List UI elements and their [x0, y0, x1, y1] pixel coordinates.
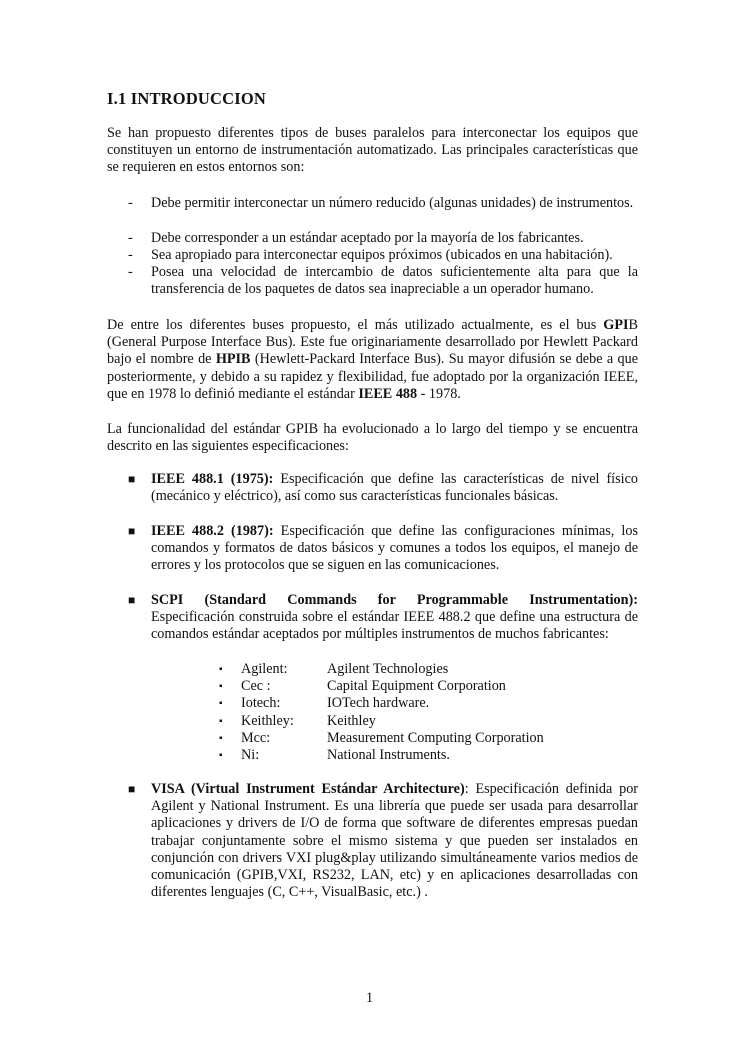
manufacturer-name: Measurement Computing Corporation: [327, 730, 544, 746]
requirement-text: Debe permitir interconectar un número reducido (algunas unidades) de instrumentos.: [151, 195, 634, 211]
manufacturer-abbr: Iotech:: [241, 695, 281, 711]
small-square-bullet: ▪: [219, 664, 223, 675]
square-bullet: ■: [128, 782, 136, 796]
gpib-text: - 1978.: [417, 385, 461, 402]
requirement-item: [128, 247, 638, 264]
spec-title: SCPI (Standard Commands for Programmable Instrumentation):: [151, 592, 638, 608]
small-square-bullet: ▪: [219, 716, 223, 727]
functionality-paragraph: La funcionalidad del estándar GPIB ha evolucionado a lo largo del tiempo y se encuentra descrito en las siguientes especificaciones:: [107, 421, 638, 455]
manufacturer-abbr: Ni:: [241, 747, 260, 763]
spec-text: [151, 471, 638, 505]
section-heading: I.1 INTRODUCCION: [107, 89, 267, 108]
requirement-item: [128, 230, 638, 247]
manufacturer-name: Agilent Technologies: [327, 661, 449, 677]
requirement-text: Sea apropiado para interconectar equipos próximos (ubicados en una habitación).: [151, 247, 613, 263]
manufacturer-name: National Instruments.: [327, 747, 450, 763]
spec-description: Especificación que define las características de nivel físico (mecánico y eléctrico), así como sus características funcionales básicas.: [151, 471, 638, 505]
gpib-paragraph: [107, 317, 638, 403]
square-bullet: ■: [128, 524, 136, 538]
square-bullet: ■: [128, 472, 136, 486]
small-square-bullet: ▪: [219, 750, 223, 761]
requirement-text: Debe corresponder a un estándar aceptado por la mayoría de los fabricantes.: [151, 230, 584, 246]
ieee-bold-term: IEEE 488: [358, 385, 418, 402]
spec-description: Especificación que define las configuraciones mínimas, los comandos y formatos de datos básicos y comunes a todos los equipos, el manejo de errores y los protocolos que se siguen en las comunicaciones.: [151, 523, 638, 574]
small-square-bullet: ▪: [219, 681, 223, 692]
dash-marker: -: [128, 264, 133, 280]
manufacturer-abbr: Keithley:: [241, 713, 294, 729]
manufacturer-name: Keithley: [327, 713, 376, 729]
requirement-item: [128, 264, 638, 298]
requirement-text: Posea una velocidad de intercambio de datos suficientemente alta para que la transferencia de los paquetes de datos sea inapreciable a un operador humano.: [151, 264, 638, 298]
spec-item: [128, 592, 638, 644]
dash-marker: -: [128, 247, 133, 263]
spec-item: [128, 471, 638, 505]
gpib-text: De entre los diferentes buses propuesto, el más utilizado actualmente, es el bus: [107, 317, 604, 333]
manufacturer-abbr: Cec :: [241, 678, 271, 694]
spec-text: [151, 592, 638, 644]
requirement-item: [128, 195, 638, 212]
spec-title: IEEE 488.1 (1975):: [151, 471, 274, 487]
small-square-bullet: ▪: [219, 698, 223, 709]
page-number: 1: [366, 990, 374, 1006]
manufacturer-abbr: Agilent:: [241, 661, 288, 677]
manufacturer-name: IOTech hardware.: [327, 695, 430, 711]
spec-item: [128, 781, 638, 901]
spec-item: [128, 523, 638, 575]
spec-title: VISA (Virtual Instrument Estándar Architecture): [151, 781, 465, 797]
small-square-bullet: ▪: [219, 733, 223, 744]
hpib-bold-term: HPIB: [215, 351, 251, 368]
spec-text: [151, 523, 638, 575]
manufacturer-abbr: Mcc:: [241, 730, 271, 746]
spec-description: : Especificación definida por Agilent y National Instrument. Es una librería que puede ser usada para desarrollar aplicaciones y drivers de I/O de forma que software de diferentes empresas puedan trabajar conjuntamente sobre el mismo sistema y que pueden ser instalados en conjunción con drivers VXI plug&play utilizando simultáneamente varios medios de comunicación (GPIB,VXI, RS232, LAN, etc) y en aplicaciones desarrolladas con diferentes lenguajes (C, C++, VisualBasic, etc.) .: [151, 781, 639, 901]
spec-description: Especificación construida sobre el estándar IEEE 488.2 que define una estructura de comandos estándar aceptados por múltiples instrumentos de muchos fabricantes:: [151, 609, 638, 643]
gpib-bold-term: GPI: [603, 317, 629, 333]
spec-title: IEEE 488.2 (1987):: [151, 523, 274, 539]
gpib-text: B (General Purpose Interface Bus). Este fue originariamente desarrollado por Hewlett Packard bajo el nombre de: [107, 317, 638, 368]
intro-paragraph: Se han propuesto diferentes tipos de buses paralelos para interconectar los equipos que constituyen un entorno de instrumentación automatizado. Las principales características que se requieren en estos entornos son:: [107, 125, 638, 176]
dash-marker: -: [128, 230, 133, 246]
gpib-text: (Hewlett-Packard Interface Bus). Su mayor difusión se debe a que posteriormente, y debido a su rapidez y flexibilidad, fue adoptado por la organización IEEE, que en 1978 lo definió mediante el estándar: [107, 351, 638, 402]
dash-marker: -: [128, 195, 133, 211]
spec-text: [151, 781, 638, 901]
manufacturer-name: Capital Equipment Corporation: [327, 678, 506, 694]
square-bullet: ■: [128, 593, 136, 607]
